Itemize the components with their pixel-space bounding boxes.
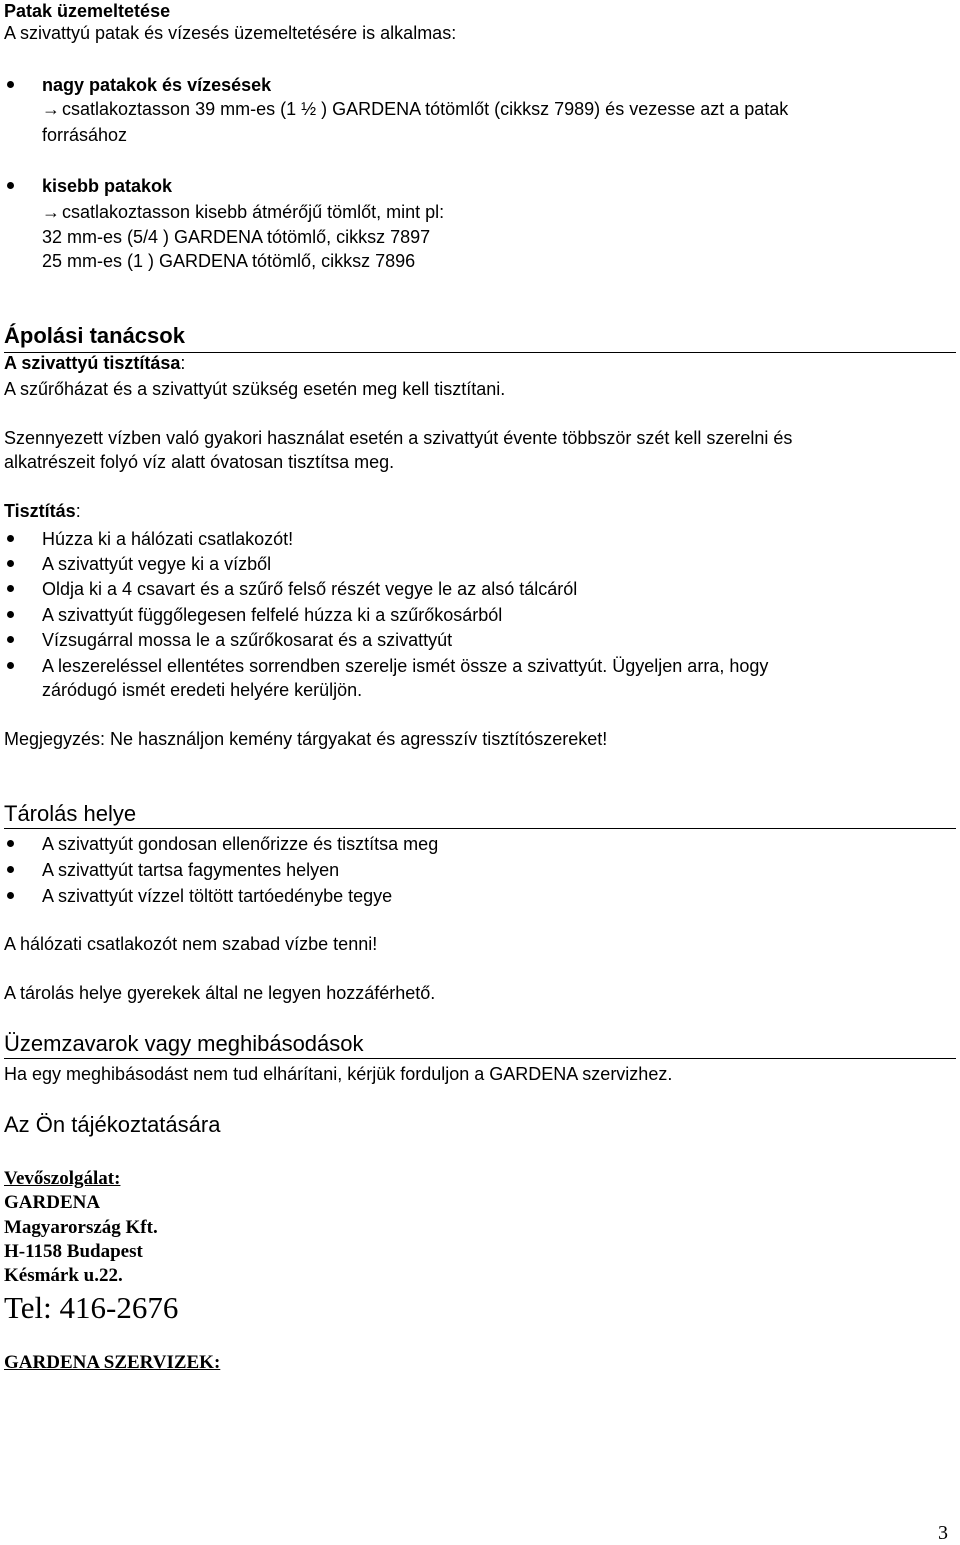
page-number: 3 bbox=[938, 1522, 948, 1544]
faults-text: Ha egy meghibásodást nem tud elhárítani, kérjük forduljon a GARDENA szervizhez. bbox=[4, 1064, 673, 1084]
storage-warning: A hálózati csatlakozót nem szabad vízbe tenni! bbox=[4, 934, 378, 954]
stream-item2-line1: → csatlakoztasson kisebb átmérőjű tömlőt, mint pl: bbox=[42, 202, 445, 222]
care-line1: A szűrőházat és a szivattyút szükség esetén meg kell tisztítani. bbox=[4, 379, 506, 399]
address-line: Magyarország Kft. bbox=[4, 1217, 158, 1238]
care-para-line2: alkatrészeit folyó víz alatt óvatosan tisztítsa meg. bbox=[4, 452, 395, 472]
bullet bbox=[7, 892, 14, 899]
storage-title: Tárolás helye bbox=[4, 801, 137, 826]
services-label: GARDENA SZERVIZEK: bbox=[4, 1352, 221, 1373]
stream-intro: A szivattyú patak és vízesés üzemeltetésére is alkalmas: bbox=[4, 23, 457, 43]
stream-item2-line2: 32 mm-es (5/4 ) GARDENA tótömlő, cikksz 7897 bbox=[42, 227, 431, 247]
bullet bbox=[7, 611, 14, 618]
address-line: Késmárk u.22. bbox=[4, 1265, 123, 1286]
cleaning-step: Húzza ki a hálózati csatlakozót! bbox=[42, 529, 294, 549]
cleaning-step: Vízsugárral mossa le a szűrőkosarat és a szivattyút bbox=[42, 630, 453, 650]
cleaning-step: Oldja ki a 4 csavart és a szűrő felső részét vegye le az alsó tálcáról bbox=[42, 579, 578, 599]
address-line: H-1158 Budapest bbox=[4, 1241, 143, 1262]
care-note: Megjegyzés: Ne használjon kemény tárgyakat és agresszív tisztítószereket! bbox=[4, 729, 608, 749]
bullet bbox=[7, 535, 14, 542]
bullet bbox=[7, 585, 14, 592]
stream-item1-line1: → csatlakoztasson 39 mm-es (1 ½ ) GARDENA tótömlőt (cikksz 7989) és vezesse azt a patak bbox=[42, 99, 789, 119]
storage-item: A szivattyút vízzel töltött tartóedénybe tegye bbox=[42, 886, 393, 906]
section-rule bbox=[4, 352, 956, 353]
bullet bbox=[7, 560, 14, 567]
storage-item: A szivattyút gondosan ellenőrizze és tisztítsa meg bbox=[42, 834, 439, 854]
arrow-right-icon: → bbox=[42, 202, 60, 222]
stream-item1-title: nagy patakok és vízesések bbox=[42, 75, 272, 95]
phone-number: Tel: 416-2676 bbox=[4, 1290, 179, 1325]
bullet bbox=[7, 636, 14, 643]
stream-item2-line3: 25 mm-es (1 ) GARDENA tótömlő, cikksz 7896 bbox=[42, 251, 416, 271]
address-line: GARDENA bbox=[4, 1192, 101, 1213]
section-rule bbox=[4, 1058, 956, 1059]
bullet bbox=[7, 840, 14, 847]
care-title: Ápolási tanácsok bbox=[4, 323, 185, 348]
section-rule bbox=[4, 828, 956, 829]
bullet bbox=[7, 866, 14, 873]
stream-title: Patak üzemeltetése bbox=[4, 1, 171, 21]
bullet bbox=[7, 81, 14, 88]
info-title: Az Ön tájékoztatására bbox=[4, 1112, 221, 1137]
care-para-line1: Szennyezett vízben való gyakori használat esetén a szivattyút évente többször szét kell szerelni és bbox=[4, 428, 793, 448]
cleaning-step: A leszereléssel ellentétes sorrendben szerelje ismét össze a szivattyút. Ügyeljen arra, hogy bbox=[42, 656, 769, 676]
faults-title: Üzemzavarok vagy meghibásodások bbox=[4, 1031, 364, 1056]
stream-item1-line2: forrásához bbox=[42, 125, 128, 145]
bullet bbox=[7, 662, 14, 669]
storage-warning: A tárolás helye gyerekek által ne legyen hozzáférhető. bbox=[4, 983, 436, 1003]
storage-item: A szivattyút tartsa fagymentes helyen bbox=[42, 860, 340, 880]
care-subtitle: A szivattyú tisztítása: bbox=[4, 353, 186, 373]
stream-item2-title: kisebb patakok bbox=[42, 176, 173, 196]
cleaning-step: A szivattyút vegye ki a vízből bbox=[42, 554, 272, 574]
cleaning-step: A szivattyút függőlegesen felfelé húzza ki a szűrőkosárból bbox=[42, 605, 503, 625]
arrow-right-icon: → bbox=[42, 99, 60, 119]
cleaning-label: Tisztítás: bbox=[4, 501, 81, 521]
bullet bbox=[7, 182, 14, 189]
service-label: Vevőszolgálat: bbox=[4, 1168, 121, 1189]
cleaning-step-continued: záródugó ismét eredeti helyére kerüljön. bbox=[42, 680, 363, 700]
